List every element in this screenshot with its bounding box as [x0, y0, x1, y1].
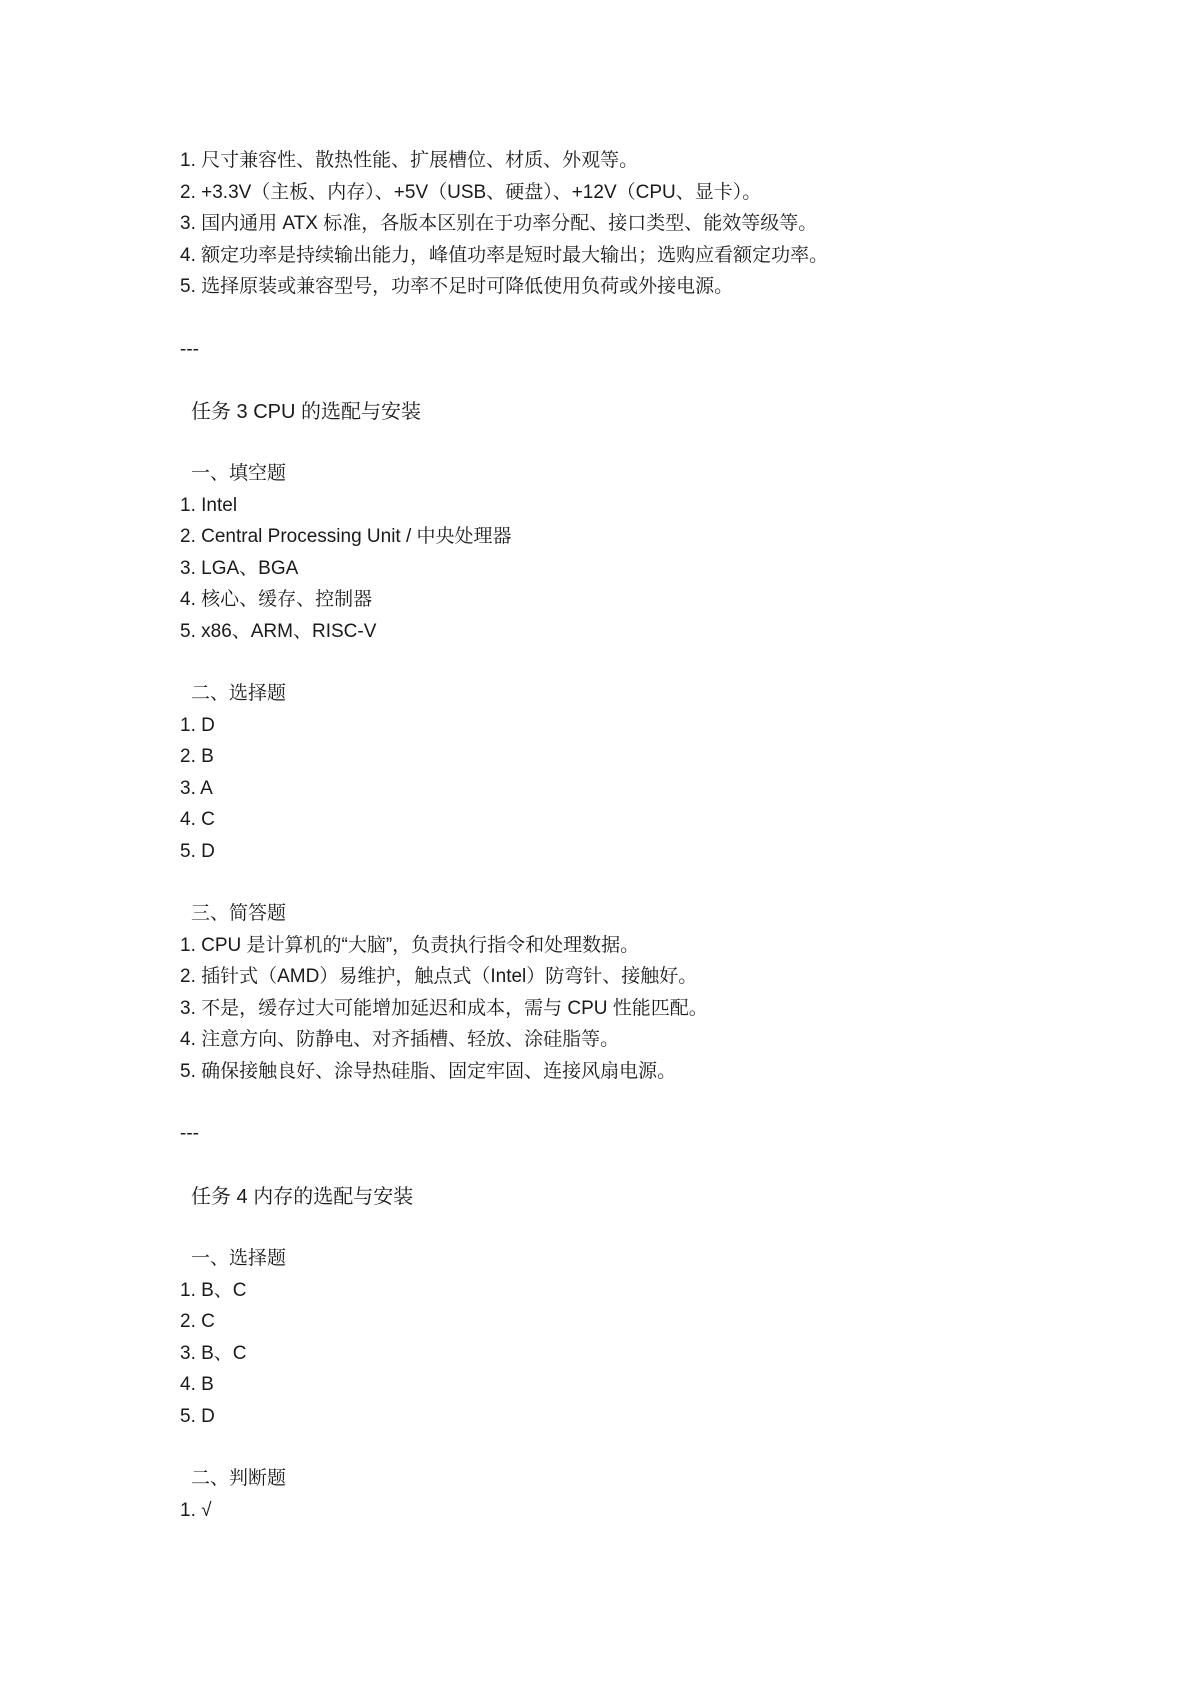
- answer-line: 3. 国内通用 ATX 标准，各版本区别在于功率分配、接口类型、能效等级等。: [180, 213, 818, 234]
- answer-line: 1. B、C: [180, 1280, 247, 1301]
- answer-line: 1. √: [180, 1500, 212, 1521]
- answer-line: 4. 注意方向、防静电、对齐插槽、轻放、涂硅脂等。: [180, 1029, 620, 1050]
- section-heading: 一、选择题: [191, 1248, 287, 1269]
- task-title: 任务 4 内存的选配与安装: [191, 1186, 414, 1208]
- answer-line: 1. Intel: [180, 495, 238, 516]
- section-heading: 一、填空题: [191, 463, 287, 484]
- answer-line: 1. 尺寸兼容性、散热性能、扩展槽位、材质、外观等。: [180, 150, 639, 171]
- answer-line: 1. D: [180, 715, 215, 736]
- answer-line: 4. B: [180, 1374, 214, 1395]
- task-title: 任务 3 CPU 的选配与安装: [191, 401, 422, 423]
- section-heading: 三、简答题: [191, 903, 287, 924]
- answer-line: 3. 不是，缓存过大可能增加延迟和成本，需与 CPU 性能匹配。: [180, 998, 708, 1019]
- section-divider: ---: [180, 339, 199, 360]
- answer-line: 1. CPU 是计算机的“大脑”，负责执行指令和处理数据。: [180, 935, 640, 956]
- answer-line: 5. D: [180, 1406, 215, 1427]
- answer-line: 4. 额定功率是持续输出能力，峰值功率是短时最大输出；选购应看额定功率。: [180, 245, 829, 266]
- answer-line: 2. C: [180, 1311, 215, 1332]
- section-divider: ---: [180, 1123, 199, 1144]
- answer-line: 3. B、C: [180, 1343, 247, 1364]
- answer-line: 2. B: [180, 746, 214, 767]
- answer-line: 2. 插针式（AMD）易维护，触点式（Intel）防弯针、接触好。: [180, 966, 698, 987]
- answer-line: 3. LGA、BGA: [180, 558, 299, 579]
- answer-line: 5. D: [180, 841, 215, 862]
- section-heading: 二、判断题: [191, 1468, 287, 1489]
- answer-line: 5. 选择原装或兼容型号，功率不足时可降低使用负荷或外接电源。: [180, 276, 734, 297]
- answer-line: 3. A: [180, 778, 213, 799]
- answer-line: 5. 确保接触良好、涂导热硅脂、固定牢固、连接风扇电源。: [180, 1061, 677, 1082]
- answer-line: 5. x86、ARM、RISC-V: [180, 621, 377, 642]
- answer-line: 2. Central Processing Unit / 中央处理器: [180, 526, 512, 547]
- answer-line: 2. +3.3V（主板、内存）、+5V（USB、硬盘）、+12V（CPU、显卡）。: [180, 182, 762, 203]
- answer-line: 4. C: [180, 809, 215, 830]
- answer-line: 4. 核心、缓存、控制器: [180, 589, 373, 610]
- section-heading: 二、选择题: [191, 683, 287, 704]
